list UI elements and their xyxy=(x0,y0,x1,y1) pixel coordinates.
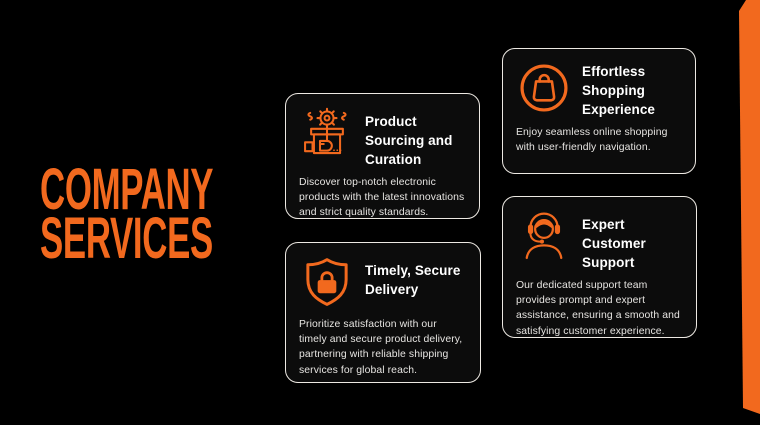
card-header xyxy=(516,208,683,272)
headset-agent-icon xyxy=(516,208,572,264)
card-body: Enjoy seamless online shopping with user-friendly navigation. xyxy=(516,127,668,154)
service-card-shopping-experience xyxy=(502,48,696,174)
right-accent-stripe xyxy=(739,0,760,425)
page-title xyxy=(40,157,214,271)
card-header xyxy=(516,60,682,119)
card-body: Prioritize satisfaction with our timely and secure product delivery, partnering with reliable shipping services for global reach. xyxy=(299,319,463,376)
card-title: Expert Customer Support xyxy=(582,217,646,270)
card-title: Timely, Secure Delivery xyxy=(365,263,461,297)
card-title: Product Sourcing and Curation xyxy=(365,114,453,167)
card-header xyxy=(299,105,466,169)
card-title: Effortless Shopping Experience xyxy=(582,64,656,117)
service-card-customer-support xyxy=(502,196,697,338)
card-header xyxy=(299,254,467,311)
card-body: Our dedicated support team provides prompt and expert assistance, ensuring a smooth and satisfying customer experience. xyxy=(516,280,680,337)
service-card-product-sourcing xyxy=(285,93,480,219)
card-body: Discover top-notch electronic products with the latest innovations and strict quality standards. xyxy=(299,177,465,219)
service-card-secure-delivery xyxy=(285,242,481,383)
title-line-2: SERVICES xyxy=(40,206,213,271)
shopping-bag-icon xyxy=(516,60,572,116)
shield-lock-icon xyxy=(299,254,355,310)
title-line-1: COMPANY xyxy=(40,157,214,222)
box-gear-icon xyxy=(299,105,355,161)
